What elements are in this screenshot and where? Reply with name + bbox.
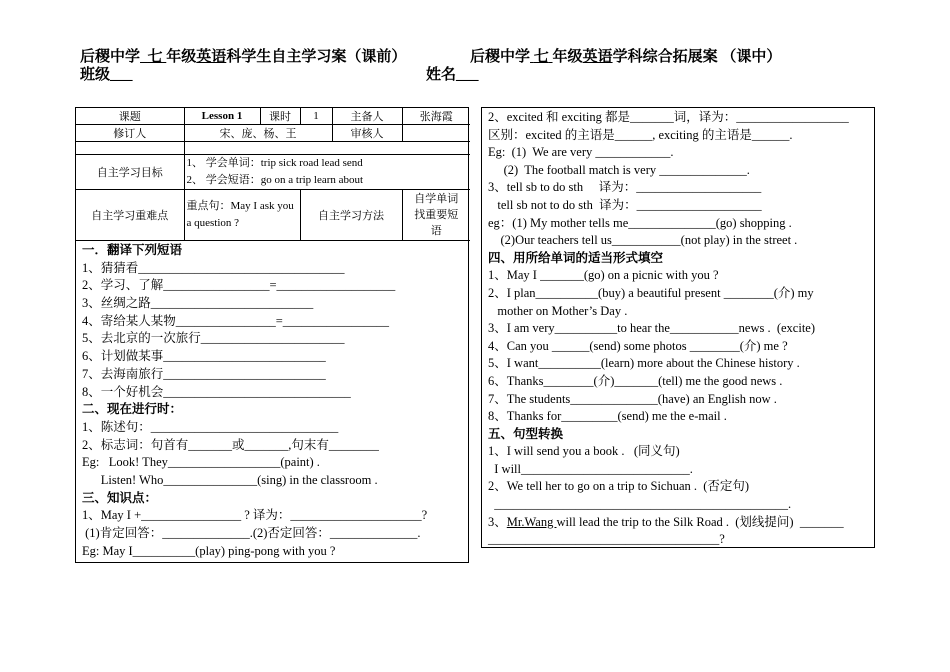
exercise-line: 3、tell sb to do sth 译为：____________________ xyxy=(488,180,762,195)
exercise-line: 1、猜猜看_________________________________ xyxy=(82,260,345,275)
key-value: 重点句：May I ask you a question ? xyxy=(184,190,300,241)
reviewer-label: 审核人 xyxy=(332,125,402,142)
exercise-line: 3、I am very__________to hear the___________news . (excite) xyxy=(488,321,816,336)
exercise-line: 1、May I +________________ ? 译为：_____________________? xyxy=(82,508,428,523)
exercise-line: 一．翻译下列短语 xyxy=(82,243,183,257)
exercise-line: _______________________________________________. xyxy=(488,497,792,512)
exercise-line: 二、现在进行时： xyxy=(82,402,183,417)
exercise-line: tell sb not to do sth 译为：____________________ xyxy=(488,197,762,212)
exercise-line: Eg: (1) We are very ____________. xyxy=(488,145,674,160)
blank-cell xyxy=(184,142,470,155)
exercise-line xyxy=(488,514,874,532)
line-text: will lead the trip to the Silk Road . (划线提问) _______ xyxy=(556,514,844,529)
goal-label: 自主学习目标 xyxy=(76,155,184,190)
exercise-line: (1)肯定回答：______________.(2)否定回答：______________. xyxy=(82,526,421,540)
exercise-line: 区别：excited 的主语是______, exciting 的主语是______. xyxy=(488,127,793,142)
name-label: 姓名___ xyxy=(426,67,479,83)
exercise-line: (2)Our teachers tell us___________(not play) in the street . xyxy=(488,233,798,248)
right-exercises xyxy=(482,108,874,549)
left-worksheet xyxy=(75,107,469,563)
exercise-line: 五、句型转换 xyxy=(488,426,564,441)
topic-label: 课题 xyxy=(76,108,184,125)
goal-value xyxy=(184,155,470,190)
right-doc-title: 后稷中学 七 年级英语学科综合拓展案 （课中） xyxy=(470,49,782,65)
exercise-line: mother on Mother’s Day . xyxy=(488,303,628,318)
reviewer-value xyxy=(402,125,470,142)
method-label: 自主学习方法 xyxy=(300,190,402,241)
exercise-line: Eg: Look! They__________________(paint) . xyxy=(82,455,320,470)
exercise-line: _____________________________________? xyxy=(488,532,725,547)
key-label: 自主学习重难点 xyxy=(76,190,184,241)
exercise-line: 2、学习、了解_________________=___________________ xyxy=(82,278,396,293)
exercise-line: eg：(1) My mother tells me______________(go) shopping . xyxy=(488,215,792,230)
exercise-line: 2、We tell her to go on a trip to Sichuan . (否定句) xyxy=(488,479,750,494)
exercise-line: 1、I will send you a book . (同义句) xyxy=(488,444,680,459)
exercise-line: 7、The students______________(have) an English now . xyxy=(488,391,777,406)
lead-value: 张海霞 xyxy=(402,108,470,125)
exercise-line: 1、May I _______(go) on a picnic with you ? xyxy=(488,268,719,283)
editors-label: 修订人 xyxy=(76,125,184,142)
topic-value: Lesson 1 xyxy=(184,108,260,125)
right-worksheet xyxy=(481,107,875,548)
left-exercises xyxy=(76,241,468,560)
exercise-line: 2、I plan__________(buy) a beautiful present ________(介) my xyxy=(488,285,814,300)
underlined-subject: Mr.Wang xyxy=(506,514,557,529)
exercise-line: Eg: May I__________(play) ping-pong with you ? xyxy=(82,543,336,558)
exercise-line: 1、陈述句：______________________________ xyxy=(82,419,339,434)
exercise-line: (2) The football match is very ______________. xyxy=(488,162,750,177)
exercise-line: 三、知识点： xyxy=(82,490,158,505)
exercise-line: 4、Can you ______(send) some photos ________(介) me ? xyxy=(488,338,788,353)
hours-value: 1 xyxy=(300,108,332,125)
exercise-line: 8、Thanks for_________(send) me the e-mail . xyxy=(488,409,727,424)
exercise-line: 7、去海南旅行__________________________ xyxy=(82,366,326,381)
exercise-line: 5、I want__________(learn) more about the Chinese history . xyxy=(488,356,800,371)
exercise-line: 3、丝绸之路__________________________ xyxy=(82,296,314,311)
exercise-line: 6、计划做某事__________________________ xyxy=(82,349,326,364)
lead-label: 主备人 xyxy=(332,108,402,125)
exercise-line: 5、去北京的一次旅行_______________________ xyxy=(82,331,345,346)
goal-line-2: 2、 学会短语：go on a trip learn about xyxy=(186,174,364,186)
exercise-line: 6、Thanks________(介)_______(tell) me the good news . xyxy=(488,373,783,388)
class-label: 班级___ xyxy=(80,67,133,83)
goal-line-1: 1、 学会单词：trip sick road lead send xyxy=(186,157,363,169)
editors-value: 宋、庞、杨、王 xyxy=(184,125,332,142)
exercise-line: I will___________________________. xyxy=(488,461,693,476)
exercise-line: 2、excited 和 exciting 都是_______词，译为：__________________ xyxy=(488,110,849,124)
blank-cell xyxy=(76,142,184,155)
exercise-line: 8、一个好机会______________________________ xyxy=(82,384,351,399)
left-doc-title: 后稷中学 七 年级英语科学生自主学习案（课前） xyxy=(80,49,407,65)
method-value: 自学单词找重要短语 xyxy=(402,190,470,241)
hours-label: 课时 xyxy=(260,108,300,125)
exercise-line: 4、寄给某人某物________________=_________________ xyxy=(82,313,390,328)
lesson-meta-table xyxy=(76,108,470,241)
exercise-line: Listen! Who_______________(sing) in the classroom . xyxy=(82,472,378,487)
line-prefix: 3、 xyxy=(488,514,507,529)
exercise-line: 四、用所给单词的适当形式填空 xyxy=(488,250,664,265)
exercise-line: 2、标志词：句首有_______或_______,句末有________ xyxy=(82,437,379,452)
